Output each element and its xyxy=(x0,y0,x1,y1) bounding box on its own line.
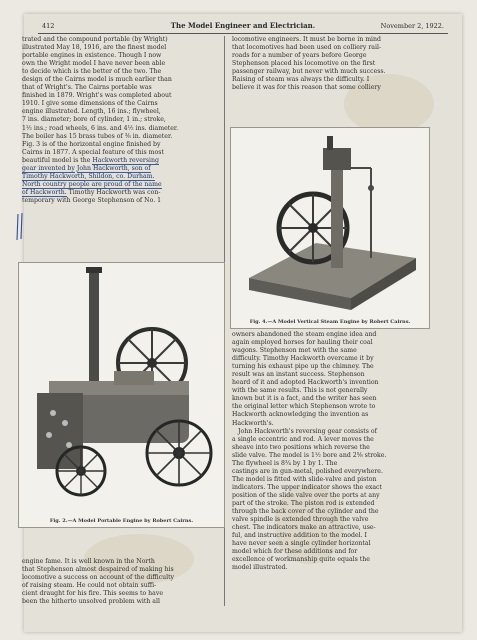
underlined-text: of Hackworth. xyxy=(22,188,67,196)
issue-date: November 2, 1922. xyxy=(380,22,444,30)
text-line: sheave into two positions which reverse the xyxy=(232,443,370,451)
text-line: model which for these additions and for xyxy=(232,548,358,556)
column-2-bottom-text xyxy=(232,331,430,572)
page-header xyxy=(38,20,448,32)
text-line: cient draught for his fire. This seems to have xyxy=(22,590,164,598)
text-line: Fig. 3 is of the horizontal engine finished by xyxy=(22,140,161,148)
text-line: ful, and instructive addition to the model. I xyxy=(232,532,367,540)
text-line: of raising steam. He could not obtain suffi- xyxy=(22,582,157,590)
text-fragment: beautiful model is the xyxy=(22,156,91,164)
text-line: through the back cover of the cylinder and the xyxy=(232,508,379,516)
text-line: finished in 1879. Wright's was completed about xyxy=(22,92,172,100)
text-line: 1910. I give some dimensions of the Cairns xyxy=(22,100,158,108)
text-line: model illustrated. xyxy=(232,564,288,572)
pen-mark-icon xyxy=(14,212,28,242)
text-line xyxy=(22,165,222,173)
text-line: valve spindle is extended through the valve xyxy=(232,516,369,524)
text-line xyxy=(22,189,222,197)
text-line: been the hitherto unsolved problem with all xyxy=(22,598,160,606)
text-line: to decide which is the better of the two. The xyxy=(22,68,162,76)
text-fragment: Timothy Hackworth was con- xyxy=(68,188,161,196)
text-line: locomotive a success on account of the difficulty xyxy=(22,574,175,582)
figure-2-caption: Fig. 2.—A Model Portable Engine by Robert Cairns. xyxy=(49,518,194,524)
figure-4-caption: Fig. 4.—A Model Vertical Steam Engine by Robert Cairns. xyxy=(249,319,411,325)
text-line: John Hackworth's reversing gear consists of xyxy=(238,427,377,435)
text-line: the original letter which Stephenson wrote to xyxy=(232,403,376,411)
text-line: part of the stroke. The piston rod is extended xyxy=(232,499,375,507)
text-line: have never seen a single cylinder horizontal xyxy=(232,540,371,548)
text-line: heard of it and adopted Hackworth's invention xyxy=(232,379,379,387)
page-number: 412 xyxy=(42,22,55,30)
text-line: known but it is a fact, and the writer has seen xyxy=(232,395,377,403)
column-1-bottom-text xyxy=(22,558,222,606)
text-line: with the same results. This is not generally xyxy=(232,387,368,395)
column-2-top-text xyxy=(232,36,430,92)
text-line: locomotive engineers. It must be borne in mind xyxy=(232,36,381,43)
text-line: Hackworth acknowledging the invention as xyxy=(232,411,369,419)
text-line: portable engines in existence. Though I now xyxy=(22,52,162,60)
text-line: Hackworth's. xyxy=(232,419,274,427)
text-line xyxy=(22,173,222,181)
text-line: engine fame. It is well known in the North xyxy=(22,558,155,565)
text-line: position of the slide valve over the ports at any xyxy=(232,491,380,499)
text-line: 7 ins. diameter; bore of cylinder, 1 in.; stroke, xyxy=(22,116,166,124)
text-line: engine illustrated. Length, 16 ins.; flywheel, xyxy=(22,108,161,116)
text-line: The boiler has 15 brass tubes of ⅜ in. diameter. xyxy=(22,132,173,140)
portable-engine-illustration xyxy=(19,263,224,527)
text-line: that Stephenson almost despaired of making his xyxy=(22,566,174,574)
text-line: The model is fitted with slide-valve and piston xyxy=(232,475,377,483)
text-line: design of the Cairns model is much earlier than xyxy=(22,76,172,84)
text-line: own the Wright model I have never been able xyxy=(22,60,166,68)
underlined-text: North country people are proud of the name xyxy=(22,180,162,188)
underlined-text: Hackworth reversing xyxy=(92,156,159,164)
underlined-text: John Hackworth, son of xyxy=(76,164,151,172)
text-line xyxy=(22,157,222,165)
text-line: believe it was for this reason that some colliery xyxy=(232,84,381,92)
underlined-text: gear invented by xyxy=(22,164,75,172)
text-line: The flywheel is 8¾ by 1 by 1. The xyxy=(232,459,338,467)
text-line: roads for a number of years before George xyxy=(232,52,367,60)
text-line: 1½ ins.; road wheels, 6 ins. and 4½ ins. diameter. xyxy=(22,124,179,132)
text-line: a single eccentric and rod. A lever moves the xyxy=(232,435,374,443)
text-line: indicators. The upper indicator shows the exact xyxy=(232,483,382,491)
column-1-top-text xyxy=(22,36,222,205)
text-line: castings are in gun-metal, polished everywhere. xyxy=(232,467,383,475)
text-line xyxy=(22,181,222,189)
journal-title: The Model Engineer and Electrician. xyxy=(170,21,316,30)
text-line: result was an instant success. Stephenson xyxy=(232,371,365,379)
text-line: illustrated May 18, 1916, are the finest model xyxy=(22,44,167,52)
text-line: turning his exhaust pipe up the chimney. The xyxy=(232,363,374,371)
text-line: difficulty. Timothy Hackworth overcame it by xyxy=(232,355,374,363)
text-line: that of Wright's. The Cairns portable was xyxy=(22,84,152,92)
text-line: chest. The indicators make an attractive, use- xyxy=(232,524,376,532)
text-line: slide valve. The model is 1½ bore and 2⅝ stroke. xyxy=(232,451,387,459)
text-line: temporary with George Stephenson of No. 1 xyxy=(22,196,162,204)
vertical-engine-illustration xyxy=(231,128,429,328)
text-line: Cairns in 1877. A special feature of this most xyxy=(22,148,164,156)
text-line: Raising of steam was always the difficulty. I xyxy=(232,76,370,84)
underlined-text: Timothy Hackworth, Shildon, co. Durham. xyxy=(22,172,155,180)
text-line: again employed horses for hauling their coal xyxy=(232,339,373,347)
text-line: owners abandoned the steam engine idea and xyxy=(232,331,377,338)
text-line: wagons. Stephenson met with the same xyxy=(232,347,357,355)
text-line: Stephenson placed his locomotive on the first xyxy=(232,60,376,68)
text-line: passenger railway, but never with much success. xyxy=(232,68,386,76)
figure-2-portable-engine xyxy=(18,262,225,528)
figure-4-vertical-engine xyxy=(230,127,430,329)
header-rule xyxy=(38,33,448,34)
text-line: that locomotives had been used on colliery rail- xyxy=(232,44,382,52)
text-line: excellence of workmanship quite equals the xyxy=(232,556,370,564)
text-line: trated and the compound portable (by Wright) xyxy=(22,36,168,43)
